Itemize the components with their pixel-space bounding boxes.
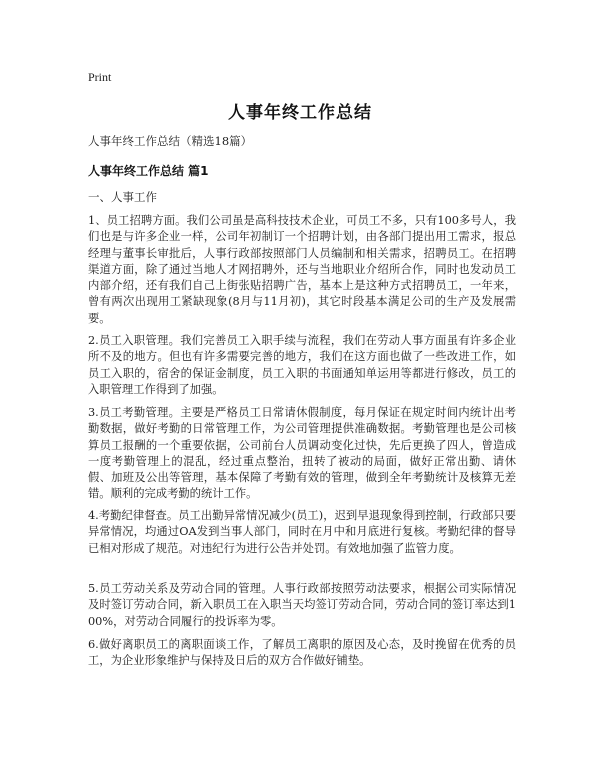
section-heading: 人事年终工作总结 篇1 [88, 164, 209, 178]
paragraph-labor-contract: 5.员工劳动关系及劳动合同的管理。人事行政部按照劳动法要求，根据公司实际情况及时签订劳动合同，新入职员工在入职当天均签订劳动合同，劳动合同的签订率达到100%，对劳动合同履行的投诉率为零。 [88, 582, 516, 628]
paragraph-attendance: 3.员工考勤管理。主要是严格员工日常请休假制度，每月保证在规定时间内统计出考勤数据，做好考勤的日常管理工作，为公司管理提供准确数据。考勤管理也是公司核算员工报酬的一个重要依据，公司前台人员调动变化过快，先后更换了四人，曾造成一度考勤管理上的混乱，经过重点整治，扭转了被动的局面，做好正常出勤、请休假、加班及公出等管理，基本保障了考勤有效的管理，做到全年考勤统计及核算无差错。顺利的完成考勤的统计工作。 [88, 406, 516, 501]
document-subtitle: 人事年终工作总结（精选18篇） [88, 134, 253, 148]
paragraph-discipline: 4.考勤纪律督查。员工出勤异常情况减少(员工)，迟到早退现象得到控制，行政部只要异常情况，均通过OA发到当事人部门，同时在月中和月底进行复核。考勤纪律的督导已相对形成了规范。对违纪行为进行公告并处罚。有效地加强了监管力度。 [88, 509, 516, 555]
paragraph-onboarding: 2.员工入职管理。我们完善员工入职手续与流程，我们在劳动人事方面虽有许多企业所不及的地方。但也有许多需要完善的地方，我们在这方面也做了一些改进工作，如员工入职的，宿舍的保证金制度，员工入职的书面通知单运用等都进行修改，员工的入职管理工作得到了加强。 [88, 334, 516, 396]
paragraph-exit-interview: 6.做好离职员工的离职面谈工作，了解员工离职的原因及心态，及时挽留在优秀的员工，为企业形象维护与保持及日后的双方合作做好铺垫。 [88, 638, 516, 668]
print-label: Print [88, 70, 112, 84]
part-heading: 一、人事工作 [88, 190, 157, 204]
document-title: 人事年终工作总结 [228, 103, 372, 123]
paragraph-recruitment: 1、员工招聘方面。我们公司虽是高科技技术企业，可员工不多，只有100多号人，我们也是与许多企业一样，公司年初制订一个招聘计划，由各部门提出用工需求，报总经理与董事长审批后，人事行政部按照部门人员编制和相关需求，招聘员工。在招聘渠道方面，除了通过当地人才网招聘外，还与当地职业介绍所合作，同时也发动员工内部介绍，还有我们自己上街张贴招聘广告，基本上是这种方式招聘员工，一年来，曾有两次出现用工紧缺现象(8月与11月初)，其它时段基本满足公司的生产及发展需要。 [88, 214, 516, 325]
